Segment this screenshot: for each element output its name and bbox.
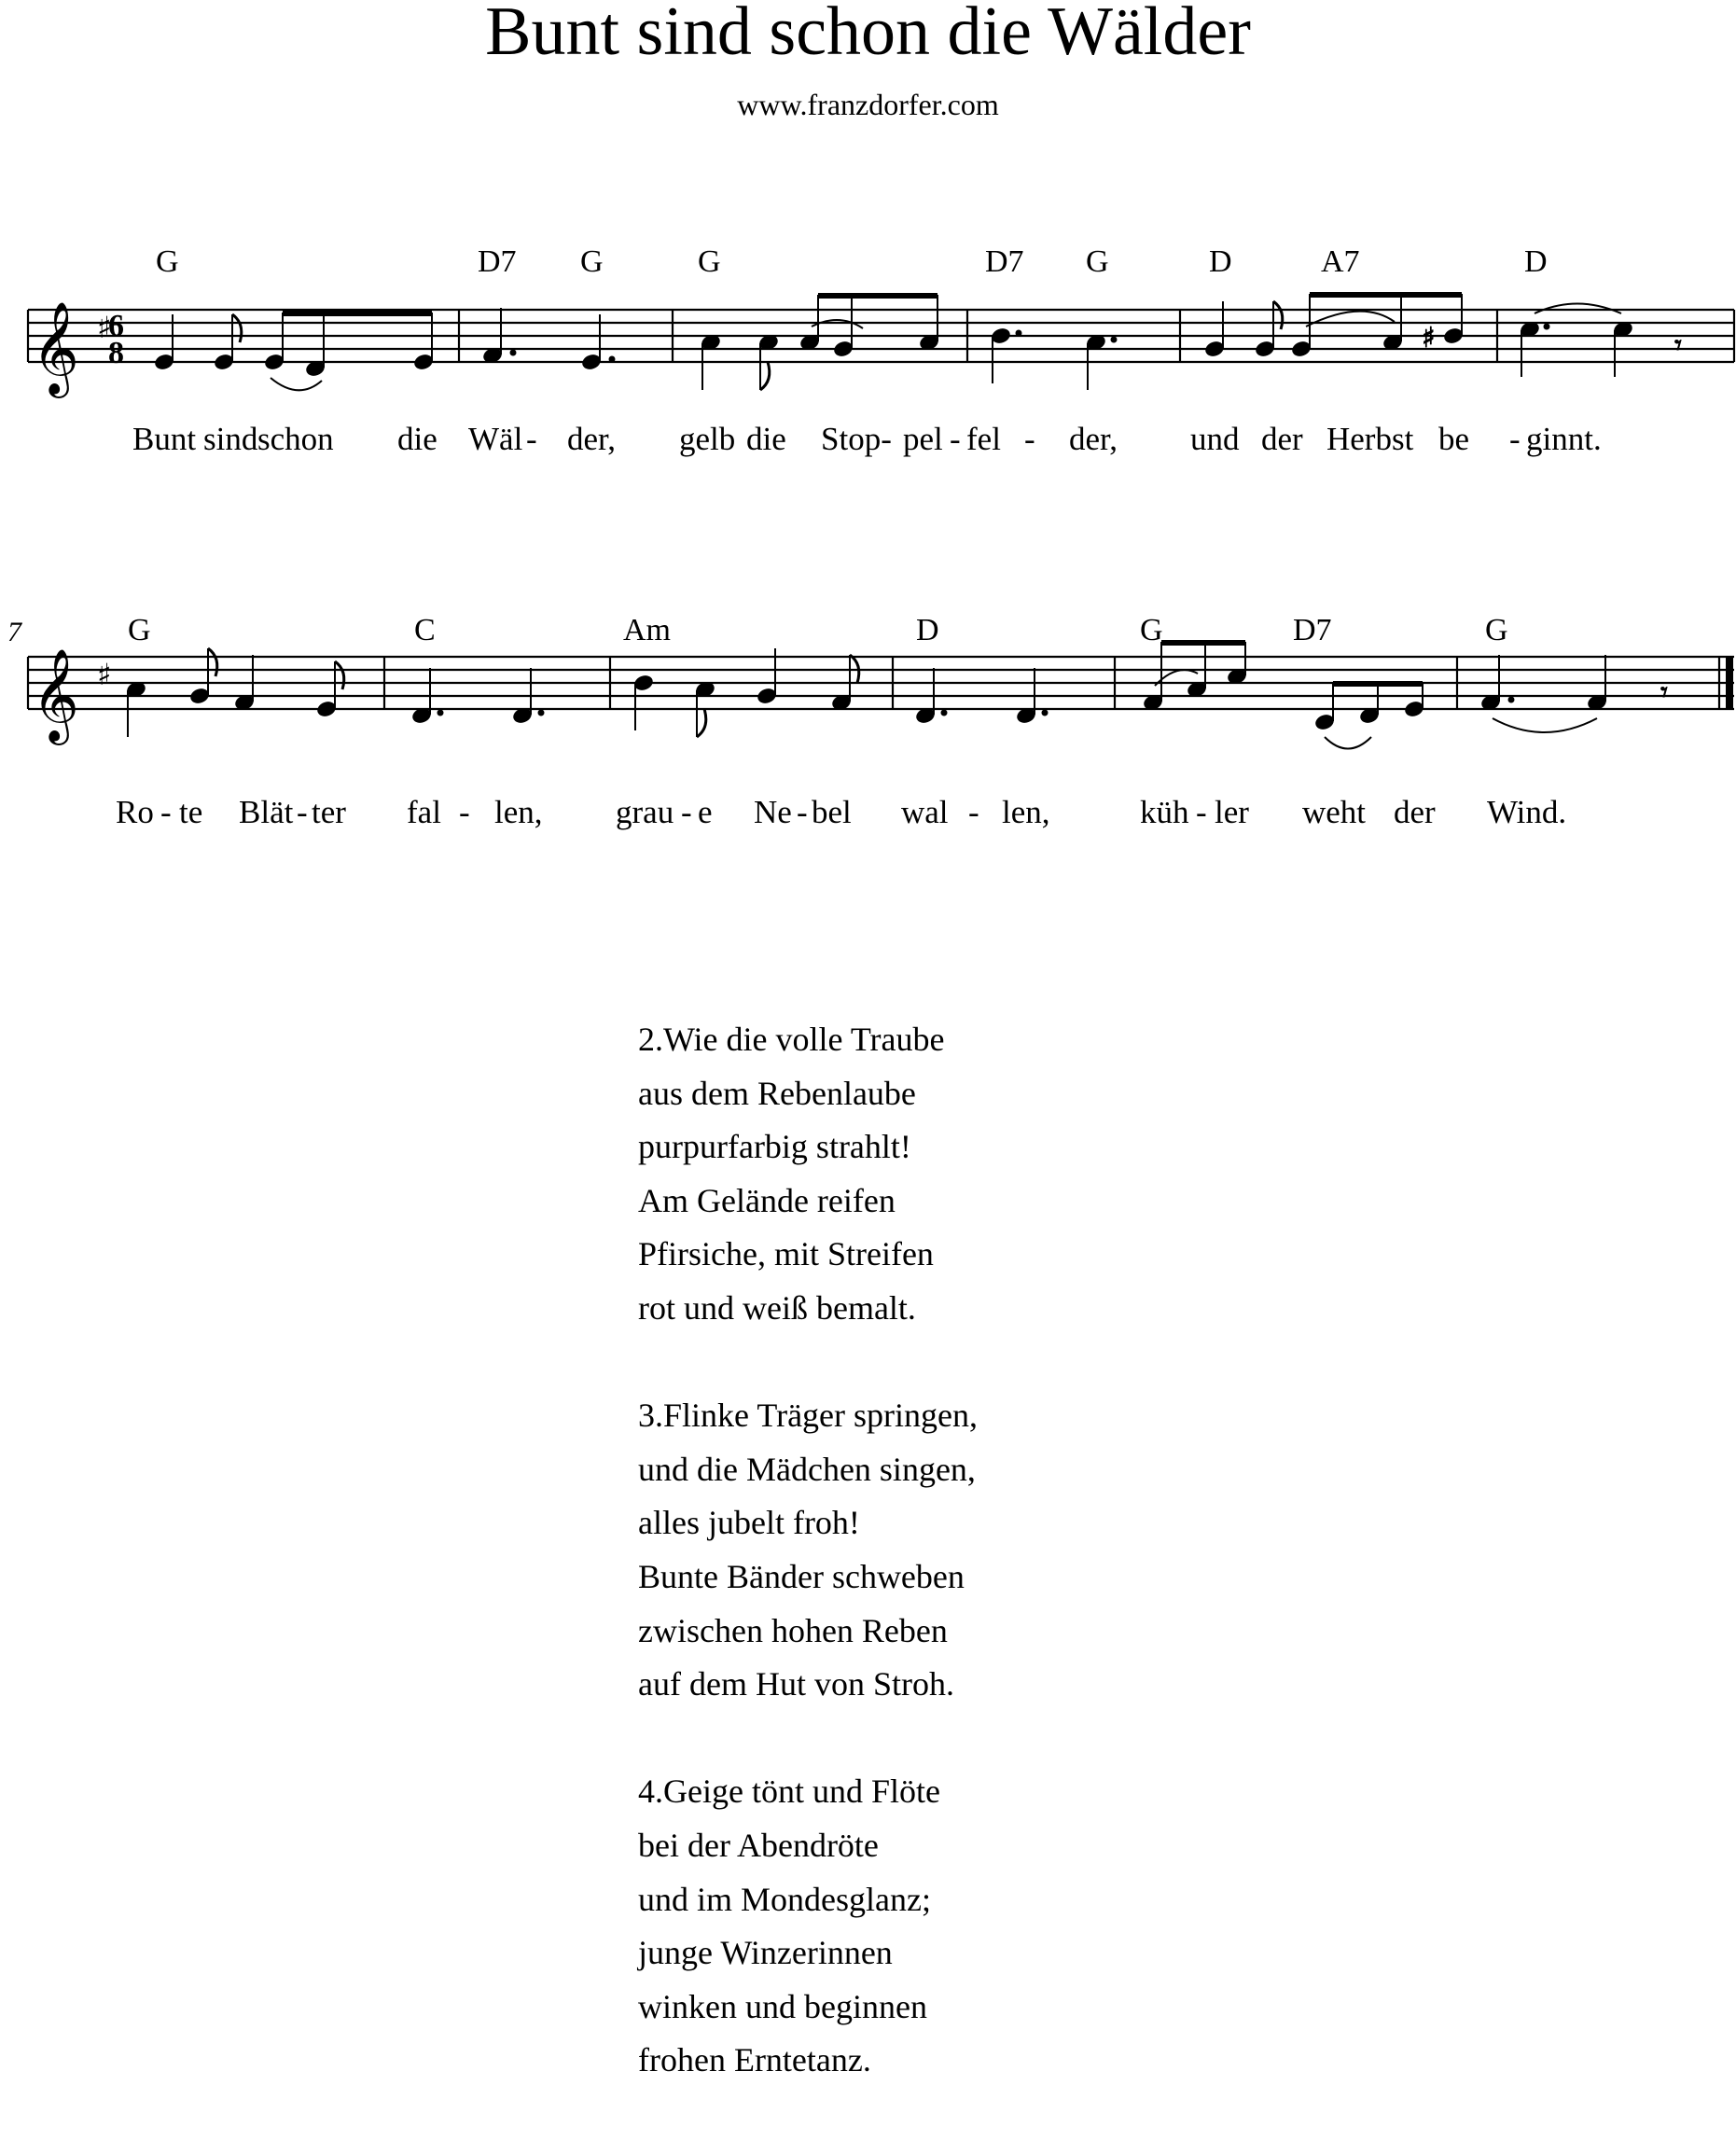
sheet-music xyxy=(0,0,1736,858)
lyric-syllable: und xyxy=(1190,421,1240,457)
notes-system-1 xyxy=(154,292,1682,390)
final-barline xyxy=(1726,657,1733,709)
lyric-syllable: bel xyxy=(812,794,852,830)
verse-line: rot und weiß bemalt. xyxy=(638,1288,916,1327)
verse-line: bei der Abendröte xyxy=(638,1826,879,1864)
lyrics-system-1 xyxy=(132,421,1602,457)
verse-3 xyxy=(638,1389,978,1712)
slur xyxy=(1325,737,1371,749)
lyric-syllable: schon xyxy=(257,421,334,457)
additional-verses xyxy=(638,1013,978,2141)
lyric-syllable: e xyxy=(698,794,713,830)
lyric-syllable: ter xyxy=(312,794,346,830)
song-title: Bunt sind schon die Wälder xyxy=(485,0,1251,70)
lyric-syllable: Bunt xyxy=(132,421,197,457)
lyric-syllable: der xyxy=(1394,794,1436,830)
lyric-syllable: - xyxy=(681,794,692,830)
note xyxy=(1443,294,1465,345)
sharp-accidental-icon: ♯ xyxy=(1422,322,1436,355)
lyric-syllable: fel xyxy=(966,421,1001,457)
verse-line: aus dem Rebenlaube xyxy=(638,1074,916,1112)
verse-line: 2.Wie die volle Traube xyxy=(638,1021,945,1058)
lyric-syllable: der, xyxy=(1069,421,1118,457)
slur xyxy=(1306,312,1395,327)
verse-line: winken und beginnen xyxy=(638,1987,927,2025)
lyric-syllable: Ro xyxy=(116,794,154,830)
chord-symbol: G xyxy=(1086,244,1109,279)
lyric-syllable: der, xyxy=(567,421,617,457)
verse-line: alles jubelt froh! xyxy=(638,1504,860,1542)
lyric-syllable: weht xyxy=(1302,794,1367,830)
lyric-syllable: sind xyxy=(203,421,258,457)
verse-line: Bunte Bänder schweben xyxy=(638,1557,965,1595)
lyric-syllable: Blät xyxy=(239,794,294,830)
tie xyxy=(1493,718,1597,732)
chord-symbol: D7 xyxy=(1293,613,1332,647)
lyrics-system-2 xyxy=(116,794,1566,830)
note xyxy=(413,313,435,371)
staff-system-2 xyxy=(7,613,1734,830)
verse-line: auf dem Hut von Stroh. xyxy=(638,1665,954,1703)
tie xyxy=(1535,304,1621,314)
eighth-rest-icon: 𝄾 xyxy=(1674,329,1682,362)
verse-line: 4.Geige tönt und Flöte xyxy=(638,1773,940,1811)
time-signature-numerator: 6 xyxy=(108,309,124,343)
lyric-syllable: te xyxy=(179,794,203,830)
lyric-syllable: der xyxy=(1261,421,1303,457)
lyric-syllable: - xyxy=(797,794,808,830)
lyric-syllable: die xyxy=(746,421,786,457)
lyric-syllable: - xyxy=(526,421,537,457)
chord-symbol: D xyxy=(1524,244,1548,279)
lyric-syllable: - xyxy=(297,794,308,830)
chord-symbol: G xyxy=(1140,613,1163,647)
chord-symbol: D7 xyxy=(478,244,517,279)
slur xyxy=(271,378,322,390)
chord-symbol: G xyxy=(580,244,604,279)
verse-line: zwischen hohen Reben xyxy=(638,1611,948,1649)
lyric-syllable: len, xyxy=(1002,794,1050,830)
lyric-syllable: Ne xyxy=(754,794,792,830)
lyric-syllable: ginnt. xyxy=(1526,421,1602,457)
lyric-syllable: ler xyxy=(1215,794,1249,830)
lyric-syllable: - xyxy=(950,421,961,457)
verse-line: frohen Erntetanz. xyxy=(638,2041,871,2079)
chord-symbol: G xyxy=(1485,613,1508,647)
verse-line: junge Winzerinnen xyxy=(638,1934,893,1972)
measure-number: 7 xyxy=(7,617,21,647)
key-signature-sharp-icon: ♯ xyxy=(97,657,112,692)
website-credit: www.franzdorfer.com xyxy=(737,88,999,121)
verse-line: Am Gelände reifen xyxy=(638,1181,896,1219)
treble-clef-icon: 𝄞 xyxy=(32,301,79,395)
note xyxy=(633,674,655,730)
lyric-syllable: wal xyxy=(901,794,949,830)
verse-line: purpurfarbig strahlt! xyxy=(638,1128,911,1166)
chord-symbol: D7 xyxy=(985,244,1024,279)
lyric-syllable: - xyxy=(459,794,470,830)
verse-2 xyxy=(638,1013,978,1336)
chord-symbol: D xyxy=(1209,244,1232,279)
chord-symbols-system-1 xyxy=(156,244,1548,279)
lyric-syllable: be xyxy=(1438,421,1470,457)
staff-lines xyxy=(28,657,1734,709)
lyric-syllable: fal xyxy=(407,794,441,830)
staff-lines xyxy=(28,310,1734,362)
verse-line: und die Mädchen singen, xyxy=(638,1450,976,1488)
note xyxy=(991,327,1021,383)
lyric-syllable: - xyxy=(1196,794,1207,830)
beam xyxy=(1161,640,1245,646)
beam xyxy=(283,311,432,316)
slur xyxy=(812,320,863,328)
chord-symbols-system-2 xyxy=(128,613,1508,647)
verse-line: Pfirsiche, mit Streifen xyxy=(638,1235,934,1273)
lyric-syllable: Wäl xyxy=(468,421,523,457)
chord-symbol: Am xyxy=(623,613,671,647)
note xyxy=(1404,683,1425,718)
chord-symbol: A7 xyxy=(1321,244,1360,279)
time-signature-denominator: 8 xyxy=(108,336,124,370)
chord-symbol: G xyxy=(156,244,179,279)
lyric-syllable: - xyxy=(1024,421,1035,457)
lyric-syllable: - xyxy=(968,794,979,830)
note xyxy=(1359,683,1381,725)
lyric-syllable: - xyxy=(1509,421,1521,457)
note xyxy=(264,313,285,371)
lyric-syllable: len, xyxy=(494,794,543,830)
lyric-syllable: grau xyxy=(616,794,674,830)
verse-4 xyxy=(638,1765,978,2088)
note xyxy=(1314,683,1336,731)
lyric-syllable: Herbst xyxy=(1326,421,1414,457)
staff-system-1 xyxy=(28,244,1734,457)
beam xyxy=(1310,292,1462,298)
lyric-syllable: Stop- xyxy=(821,421,892,457)
note xyxy=(1227,642,1248,686)
lyric-syllable: pel xyxy=(903,421,943,457)
beam xyxy=(818,293,937,299)
lyric-syllable: gelb xyxy=(679,421,736,457)
beam xyxy=(1333,681,1423,687)
verse-line: und im Mondesglanz; xyxy=(638,1880,931,1918)
chord-symbol: G xyxy=(128,613,151,647)
note xyxy=(833,295,854,358)
lyric-syllable: - xyxy=(160,794,172,830)
note xyxy=(1143,642,1164,712)
treble-clef-icon: 𝄞 xyxy=(32,648,79,742)
chord-symbol: C xyxy=(414,613,436,647)
chord-symbol: G xyxy=(698,244,721,279)
key-signature-sharp-icon: ♯ xyxy=(97,310,112,345)
eighth-rest-icon: 𝄾 xyxy=(1660,676,1668,709)
lyric-syllable: die xyxy=(397,421,437,457)
lyric-syllable: küh xyxy=(1140,794,1189,830)
verse-line: 3.Flinke Träger springen, xyxy=(638,1397,978,1435)
chord-symbol: D xyxy=(916,613,939,647)
lyric-syllable: Wind. xyxy=(1487,794,1567,830)
